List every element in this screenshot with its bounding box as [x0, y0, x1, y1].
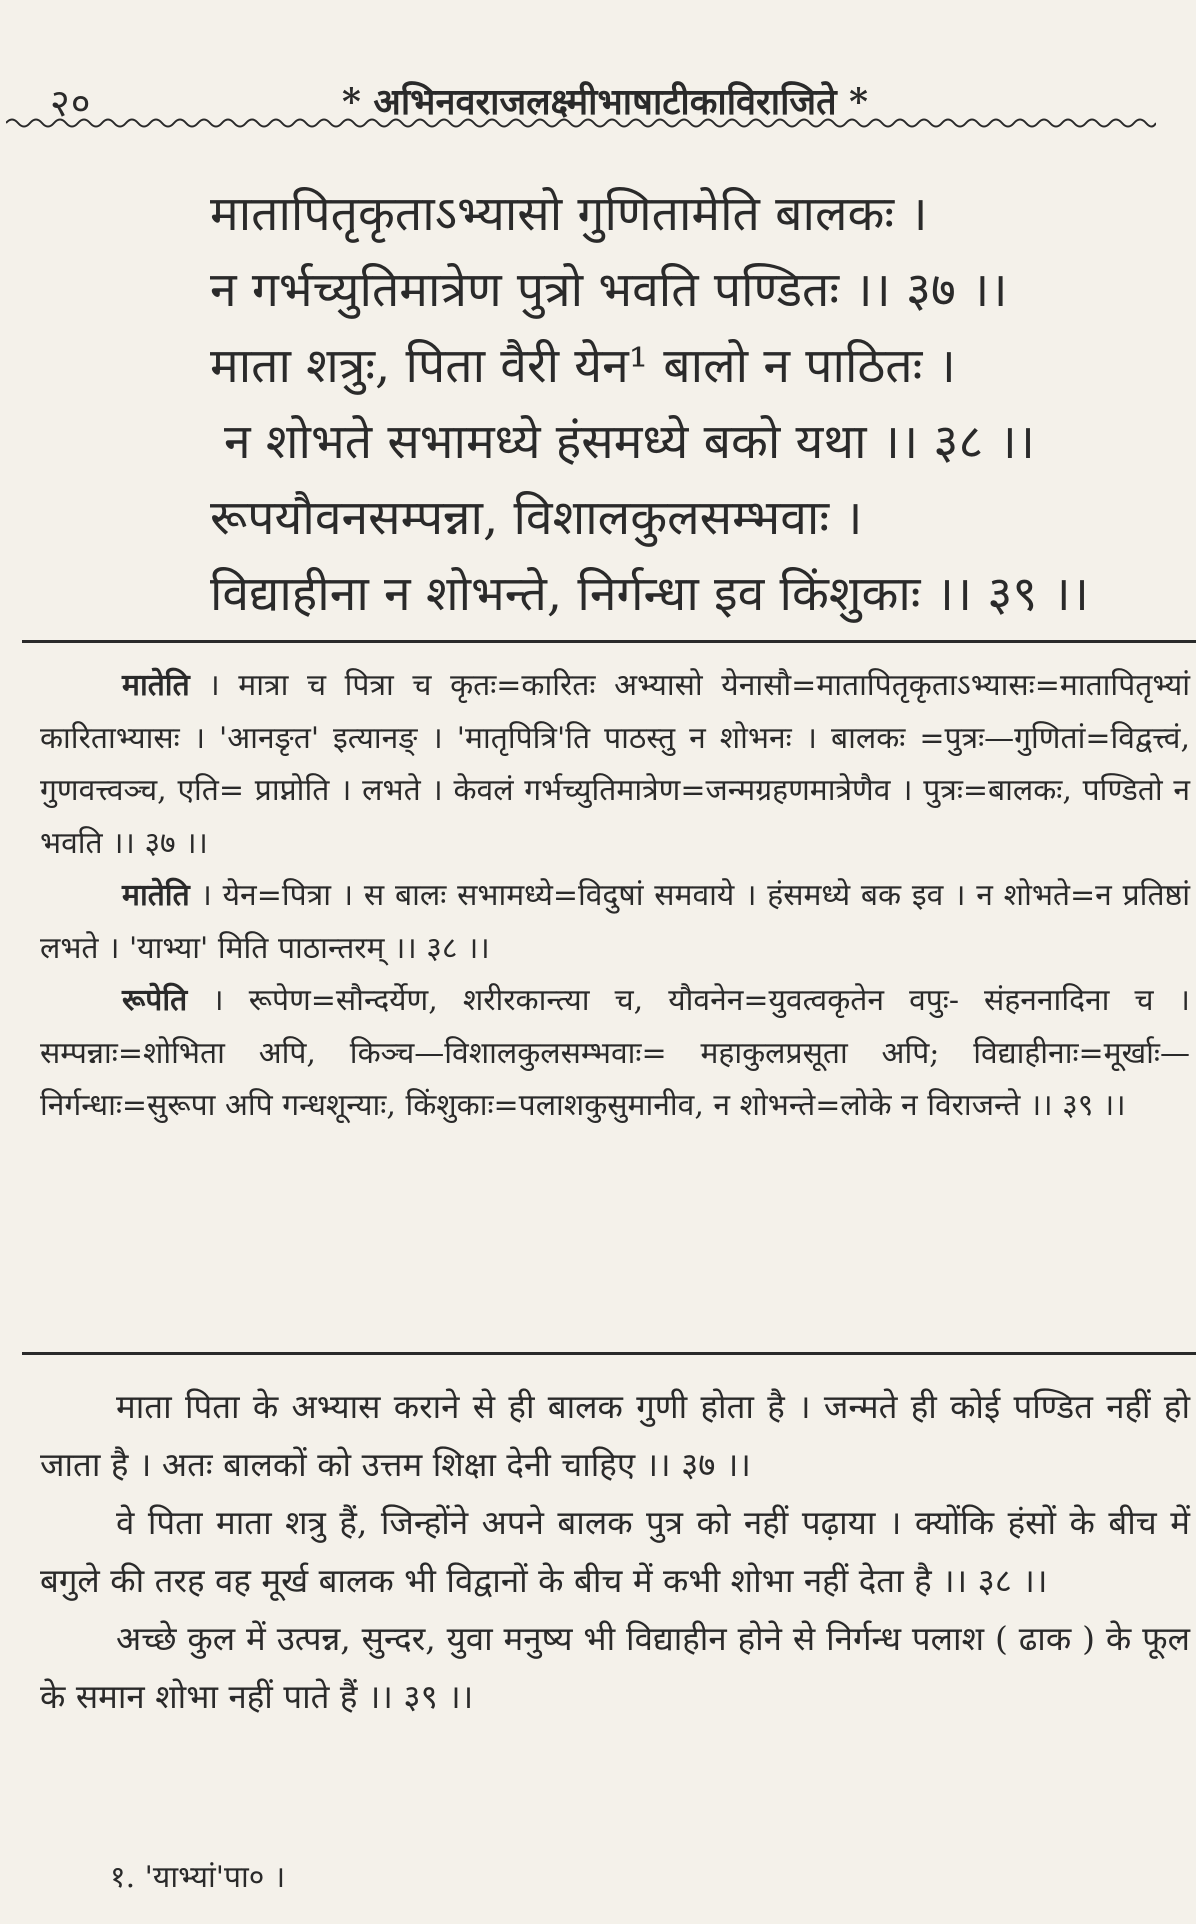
hindi-translation: [40, 1378, 1190, 1726]
wavy-divider: [6, 112, 1156, 134]
section-divider: [22, 640, 1196, 643]
translation-paragraph: वे पिता माता शत्रु हैं, जिन्होंने अपने बालक पुत्र को नहीं पढ़ाया । क्योंकि हंसों के बीच में बगुले की तरह वह मूर्ख बालक भी विद्वानों के बीच में कभी शोभा नहीं देता है ।। ३८ ।।: [40, 1503, 1190, 1600]
commentary-lead: रूपेति: [122, 983, 188, 1018]
verse-line: विद्याहीना न शोभन्ते, निर्गन्धा इव किंशुकाः ।। ३९ ।।: [210, 566, 1089, 622]
footnote: १. 'याभ्यां'पा० ।: [110, 1860, 286, 1895]
sanskrit-commentary: [40, 660, 1190, 1133]
verse-block: [210, 176, 1180, 632]
running-title: * अभिनवराजलक्ष्मीभाषाटीकाविराजिते *: [341, 81, 869, 123]
translation-paragraph: माता पिता के अभ्यास कराने से ही बालक गुणी होता है । जन्मते ही कोई पण्डित नहीं हो जाता है । अतः बालकों को उत्तम शिक्षा देनी चाहिए ।। ३७ ।।: [40, 1387, 1190, 1484]
page-number: २०: [50, 81, 92, 125]
commentary-lead: मातेति: [122, 878, 190, 913]
commentary-text: । येन=पित्रा । स बालः सभामध्ये=विदुषां समवाये । हंसमध्ये बक इव । न शोभते=न प्रतिष्ठां लभते । 'याभ्या' मिति पाठान्तरम् ।। ३८ ।।: [40, 878, 1190, 966]
section-divider: [22, 1352, 1196, 1355]
commentary-paragraph: [40, 975, 1190, 1133]
verse-line: माता शत्रुः, पिता वैरी येन¹ बालो न पाठितः ।: [210, 338, 956, 394]
verse-line: न शोभते सभामध्ये हंसमध्ये बको यथा ।। ३८ ।।: [224, 414, 1035, 470]
commentary-paragraph: [40, 660, 1190, 870]
verse-line: मातापितृकृताऽभ्यासो गुणितामेति बालकः ।: [210, 186, 928, 242]
commentary-text: । रूपेण=सौन्दर्येण, शरीरकान्त्या च, यौवनेन=युवत्वकृतेन वपुः- संहननादिना च । सम्पन्नाः=शोभिता अपि, किञ्च—विशालकुलसम्भवाः= महाकुलप्रसूता अपि; विद्याहीनाः=मूर्खाः—निर्गन्धाः=सुरूपा अपि गन्धशून्याः, किंशुकाः=पलाशकुसुमानीव, न शोभन्ते=लोके न विराजन्ते ।। ३९ ।।: [40, 983, 1190, 1123]
verse-line: रूपयौवनसम्पन्ना, विशालकुलसम्भवाः ।: [210, 490, 863, 546]
commentary-paragraph: [40, 870, 1190, 975]
verse-line: न गर्भच्युतिमात्रेण पुत्रो भवति पण्डितः ।। ३७ ।।: [210, 262, 1008, 318]
translation-paragraph: अच्छे कुल में उत्पन्न, सुन्दर, युवा मनुष्य भी विद्याहीन होने से निर्गन्ध पलाश ( ढाक ) के फूल के समान शोभा नहीं पाते हैं ।। ३९ ।।: [40, 1619, 1190, 1716]
page-header: [22, 46, 1188, 125]
commentary-text: । मात्रा च पित्रा च कृतः=कारितः अभ्यासो येनासौ=मातापितृकृताऽभ्यासः=मातापितृभ्यां कारिताभ्यासः । 'आनङृत' इत्यानङ् । 'मातृपित्रि'ति पाठस्तु न शोभनः । बालकः =पुत्रः—गुणितां=विद्वत्त्वं, गुणवत्त्वञ्च, एति= प्राप्नोति । लभते । केवलं गर्भच्युतिमात्रेण=जन्मग्रहणमात्रेणैव । पुत्रः=बालकः, पण्डितो न भवति ।। ३७ ।।: [40, 668, 1190, 861]
commentary-lead: मातेति: [122, 668, 190, 703]
